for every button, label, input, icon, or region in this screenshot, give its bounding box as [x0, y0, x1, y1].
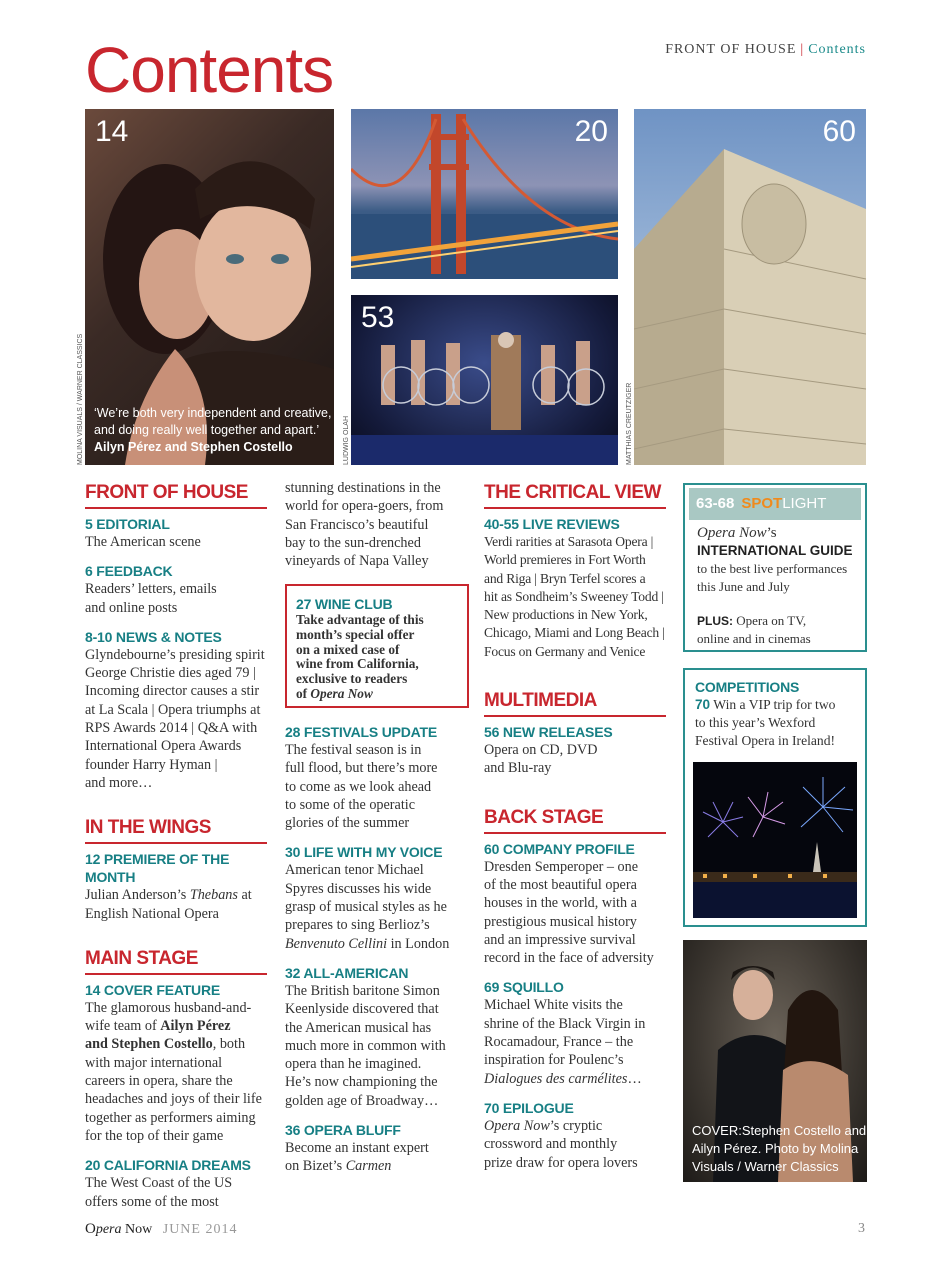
column-2-lower	[285, 723, 470, 1176]
text-line: and Riga | Bryn Terfel scores a	[484, 570, 646, 586]
item-heading[interactable]: 20 CALIFORNIA DREAMS	[85, 1157, 251, 1174]
text-line: opera than he imagined.	[285, 1056, 422, 1073]
item-text	[85, 999, 267, 1145]
text-line: hit as Sondheim’s Sweeney Todd |	[484, 588, 664, 604]
text-line: to the best live performances	[697, 561, 848, 576]
text-line: world for opera-goers, from	[285, 498, 444, 515]
item-heading[interactable]: 28 FESTIVALS UPDATE	[285, 724, 438, 740]
text-line: crossword and monthly	[484, 1136, 618, 1153]
text-line	[85, 886, 267, 904]
quote-line: and doing really well together and apart.’	[94, 423, 320, 437]
photo-credit: MATTHIAS CREUTZIGER	[626, 382, 633, 465]
cover-caption	[692, 1122, 866, 1176]
item-text	[484, 741, 666, 778]
photo-bridge	[351, 109, 618, 279]
item-text	[484, 533, 666, 661]
column-2	[285, 479, 470, 570]
item-heading[interactable]: 14 COVER FEATURE	[85, 981, 221, 998]
item-heading[interactable]: 12 PREMIERE OF THE MONTH	[85, 851, 230, 886]
text-run-italic: Thebans	[189, 887, 238, 904]
footer-date: JUNE 2014	[162, 1222, 238, 1237]
page-number: 3	[858, 1221, 865, 1236]
text-run: of	[296, 685, 311, 701]
text-run: ’s	[766, 525, 777, 541]
item-heading[interactable]: 56 NEW RELEASES	[484, 724, 613, 741]
text-line	[697, 524, 853, 542]
text-line: Incoming director causes a stir	[85, 683, 260, 700]
text-run: on Bizet’s	[285, 1158, 346, 1175]
spotlight-banner	[689, 488, 861, 520]
text-line: wine from California,	[296, 656, 419, 672]
running-current: Contents	[808, 42, 866, 57]
item-text	[484, 858, 666, 968]
item-text	[285, 982, 470, 1110]
text-run-italic: Dialogues des carmélites	[484, 1070, 628, 1087]
text-line: golden age of Broadway…	[285, 1092, 439, 1109]
item-text	[85, 1174, 267, 1211]
competitions-box[interactable]	[683, 668, 867, 927]
text-line: houses in the world, with a	[484, 895, 637, 912]
quote-line: ‘We’re both very independent and creative,	[94, 406, 332, 420]
text-line: He’s now championing the	[285, 1074, 438, 1091]
text-line: Chicago, Miami and Long Beach |	[484, 625, 665, 641]
text-line: INTERNATIONAL GUIDE	[697, 543, 853, 558]
page-number-53: 53	[361, 301, 395, 334]
text-line: on a mixed case of	[296, 641, 400, 657]
text-line: Michael White visits the	[484, 997, 623, 1014]
text-line: Glyndebourne’s presiding spirit	[85, 646, 265, 663]
item-text	[285, 1139, 470, 1176]
text-line: New productions in New York,	[484, 607, 648, 623]
text-line: RPS Awards 2014 | Q&A with	[85, 720, 258, 737]
text-line: Become an instant expert	[285, 1140, 429, 1157]
text-run-bold: and Stephen Costello	[85, 1036, 213, 1053]
text-line: Ailyn Pérez. Photo by Molina	[692, 1141, 859, 1156]
text-line: English National Opera	[85, 905, 219, 922]
item-text	[85, 580, 267, 617]
item-heading[interactable]: 60 COMPANY PROFILE	[484, 840, 635, 857]
photo-credit: MOLINA VISUALS / WARNER CLASSICS	[77, 333, 84, 465]
text-line: Keenlyside discovered that	[285, 1001, 439, 1018]
text-line: prize draw for opera lovers	[484, 1154, 638, 1171]
text-line: this June and July	[697, 579, 790, 594]
text-line: International Opera Awards	[85, 738, 242, 755]
text-line	[484, 1117, 666, 1135]
text-line: and Blu-ray	[484, 760, 552, 777]
text-line: careers in opera, share the	[85, 1073, 233, 1090]
page-number-20: 20	[574, 115, 608, 148]
text-line: to come as we look ahead	[285, 778, 432, 795]
text-run: Julian Anderson’s	[85, 887, 190, 904]
text-line: headaches and joys of their life	[85, 1091, 262, 1108]
text-run: ’s cryptic	[549, 1117, 603, 1134]
text-line	[484, 1070, 666, 1088]
text-line: for the top of their game	[85, 1127, 224, 1144]
spotlight-pages: 63-68	[696, 495, 735, 512]
text-line: prestigious musical history	[484, 913, 637, 930]
competitions-number: 70	[695, 697, 711, 712]
building-illustration	[634, 109, 866, 465]
competitions-heading: COMPETITIONS	[695, 679, 800, 695]
running-section: FRONT OF HOUSE	[665, 42, 797, 57]
cover-photo	[683, 940, 867, 1182]
text-line: vineyards of Napa Valley	[285, 553, 429, 570]
text-line: Opera on CD, DVD	[484, 742, 598, 759]
text-line: Readers’ letters, emails	[85, 581, 217, 598]
text-line	[296, 687, 458, 702]
text-line	[695, 696, 865, 714]
section-heading: BACK STAGE	[484, 806, 666, 834]
item-heading[interactable]: 8-10 NEWS & NOTES	[85, 628, 222, 645]
text-line: World premieres in Fort Worth	[484, 552, 646, 568]
text-line: COVER:Stephen Costello and	[692, 1123, 867, 1138]
text-run: Win a VIP trip for two	[710, 697, 836, 712]
photo-credit: LUDWIG OLAH	[343, 415, 350, 465]
text-line: Festival Opera in Ireland!	[695, 733, 836, 748]
text-line: grasp of musical styles as he	[285, 899, 447, 916]
spotlight-light: LIGHT	[782, 495, 827, 512]
text-line: of the most beautiful opera	[484, 876, 637, 893]
text-run-bold: Ailyn Pérez	[160, 1018, 231, 1035]
item-text	[85, 886, 267, 923]
page-number-14: 14	[95, 115, 129, 148]
text-line: Rocamadour, France – the	[484, 1034, 634, 1051]
photo-stage	[351, 295, 618, 465]
text-line: bay to the sun-drenched	[285, 534, 421, 551]
text-line: and more…	[85, 774, 153, 791]
brand-pera: pera	[95, 1222, 122, 1237]
text-line: The British baritone Simon	[285, 982, 440, 999]
text-line: online and in cinemas	[697, 631, 811, 646]
text-line: with major international	[85, 1054, 223, 1071]
text-line: The festival season is in	[285, 742, 422, 758]
spotlight-box[interactable]	[683, 483, 867, 652]
text-line: prepares to sing Berlioz’s	[285, 917, 430, 934]
text-line: American tenor Michael	[285, 862, 424, 879]
column-3	[484, 481, 666, 1172]
text-line: to this year’s Wexford	[695, 715, 816, 730]
text-line: Verdi rarities at Sarasota Opera |	[484, 534, 654, 549]
text-line	[285, 935, 470, 953]
text-line: and an impressive survival	[484, 931, 636, 948]
text-line	[285, 1157, 470, 1175]
fireworks-illustration	[693, 762, 857, 918]
text-run-italic: Carmen	[345, 1158, 392, 1175]
text-run-italic: Opera Now	[310, 685, 373, 701]
fireworks-image	[693, 762, 857, 918]
brand-o: O	[85, 1221, 96, 1237]
text-line: Spyres discusses his wide	[285, 880, 432, 897]
text-line	[85, 1035, 267, 1053]
text-line: stunning destinations in the	[285, 480, 441, 496]
text-run: in London	[387, 935, 450, 952]
text-run: , both	[212, 1036, 246, 1053]
text-line: full flood, but there’s more	[285, 760, 438, 777]
text-line: Visuals / Warner Classics	[692, 1159, 839, 1174]
section-heading: FRONT OF HOUSE	[85, 481, 267, 509]
item-heading[interactable]: 6 FEEDBACK	[85, 563, 173, 580]
text-line	[697, 612, 853, 630]
text-line: Take advantage of this	[296, 612, 424, 627]
section-heading: MAIN STAGE	[85, 947, 267, 975]
text-line: founder Harry Hyman |	[85, 756, 218, 773]
text-line: Focus on Germany and Venice	[484, 643, 646, 659]
text-line: to some of the operatic	[285, 796, 416, 813]
text-line	[85, 1017, 267, 1035]
running-header	[665, 42, 866, 58]
competitions-text	[695, 696, 865, 750]
item-text	[484, 1117, 666, 1172]
photo-couple	[85, 109, 334, 465]
item-text: The American scene	[85, 534, 201, 550]
text-line: glories of the summer	[285, 815, 410, 832]
text-line: George Christie dies aged 79 |	[85, 665, 256, 682]
section-heading: THE CRITICAL VIEW	[484, 481, 666, 509]
item-heading[interactable]: 69 SQUILLO	[484, 979, 564, 996]
text-run: wife team of	[85, 1018, 161, 1035]
item-heading[interactable]: 70 EPILOGUE	[484, 1099, 574, 1116]
page-title: Contents	[85, 34, 334, 106]
item-text	[285, 741, 470, 832]
column-1	[85, 481, 267, 1211]
page-number-60: 60	[822, 115, 856, 148]
running-separator: |	[800, 42, 805, 57]
section-heading: MULTIMEDIA	[484, 689, 666, 717]
text-run-italic: Opera Now	[484, 1117, 550, 1134]
wine-club-box[interactable]	[285, 584, 469, 708]
text-line: The glamorous husband-and-	[85, 999, 252, 1016]
item-text	[285, 479, 470, 570]
item-text	[85, 646, 267, 792]
footer-brand	[85, 1221, 237, 1238]
text-line: The West Coast of the US	[85, 1175, 233, 1192]
text-line: and online posts	[85, 599, 178, 616]
quote-name: Ailyn Pérez and Stephen Costello	[94, 440, 293, 454]
photo-building	[634, 109, 866, 465]
item-heading[interactable]: 40-55 LIVE REVIEWS	[484, 516, 620, 532]
text-run-italic: Opera Now	[697, 525, 767, 541]
text-line: exclusive to readers	[296, 671, 408, 687]
text-line: shrine of the Black Virgin in	[484, 1015, 646, 1032]
item-heading[interactable]: 5 EDITORIAL	[85, 516, 170, 532]
text-line: at La Scala | Opera triumphs at	[85, 701, 261, 718]
spotlight-spot: SPOT	[741, 495, 783, 512]
item-heading[interactable]: 27 WINE CLUB	[296, 596, 393, 612]
text-run: Opera on TV,	[733, 613, 807, 628]
text-run: …	[627, 1070, 642, 1087]
text-line: month’s special offer	[296, 626, 415, 642]
text-line: inspiration for Poulenc’s	[484, 1052, 624, 1069]
text-run-italic: Benvenuto Cellini	[285, 935, 388, 952]
text-line: the American musical has	[285, 1019, 432, 1036]
item-heading[interactable]: 32 ALL-AMERICAN	[285, 964, 409, 981]
text-run-bold: PLUS:	[697, 614, 733, 628]
text-line: offers some of the most	[85, 1193, 219, 1210]
item-text	[484, 996, 666, 1087]
text-line: Dresden Semperoper – one	[484, 858, 639, 875]
section-heading: IN THE WINGS	[85, 816, 267, 844]
photo-quote	[94, 405, 331, 456]
text-run: at	[237, 887, 252, 904]
item-heading[interactable]: 30 LIFE WITH MY VOICE	[285, 844, 443, 861]
text-line: together as performers aiming	[85, 1109, 256, 1126]
spotlight-body	[685, 520, 865, 648]
text-line: much more in common with	[285, 1037, 446, 1054]
item-text	[285, 861, 470, 952]
text-line: San Francisco’s beautiful	[285, 516, 429, 533]
item-heading[interactable]: 36 OPERA BLUFF	[285, 1122, 401, 1139]
item-text	[296, 613, 458, 702]
brand-now: Now	[121, 1222, 153, 1237]
text-line: record in the face of adversity	[484, 950, 654, 967]
